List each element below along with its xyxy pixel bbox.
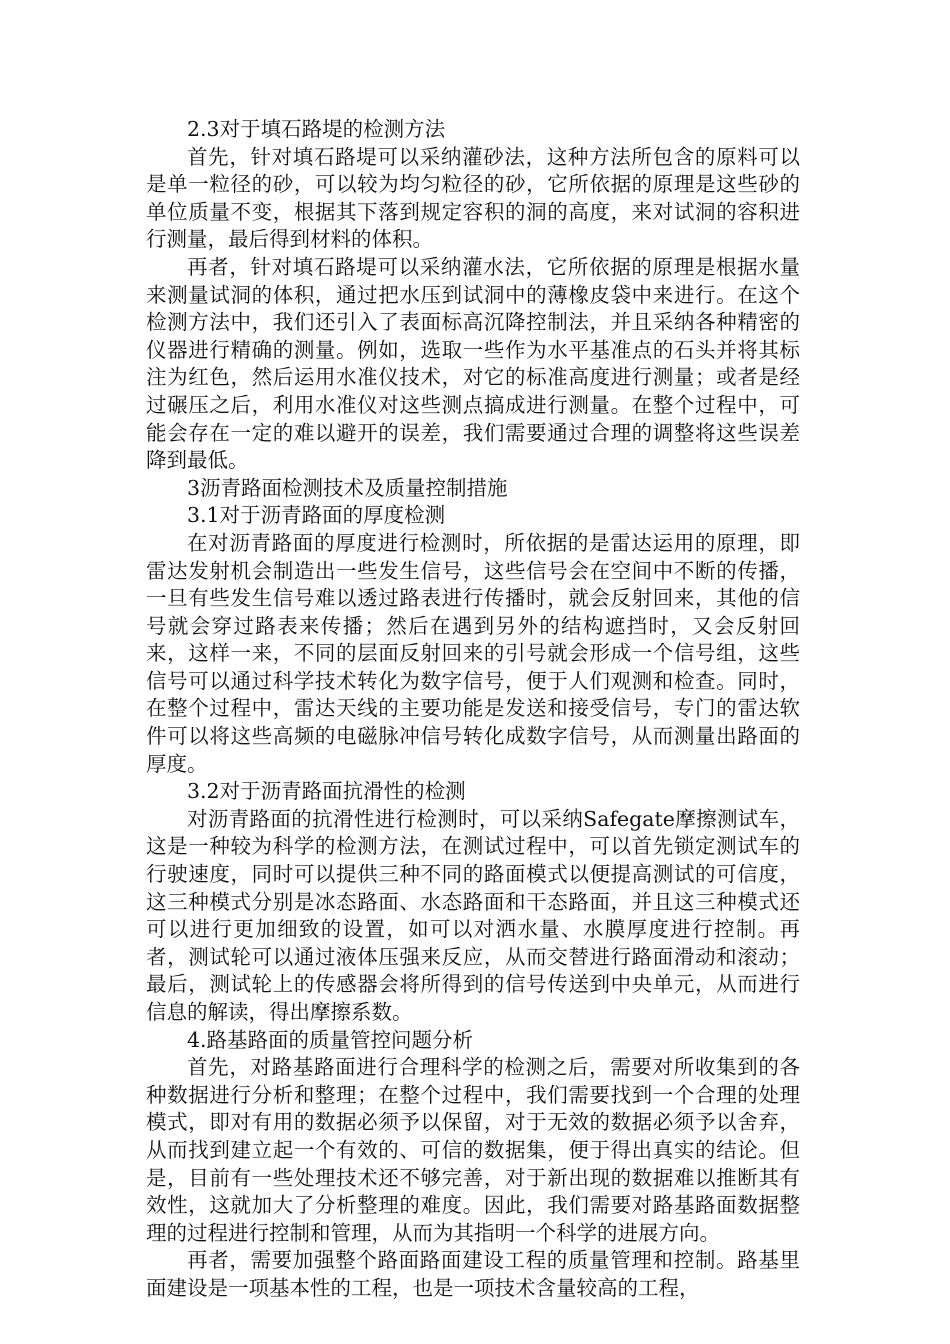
- paragraph-quality-management: 再者，需要加强整个路面路面建设工程的质量管理和控制。路基里面建设是一项基本性的工程，也是一项技术含量较高的工程，: [146, 1248, 800, 1300]
- paragraph-radar-thickness: 在对沥青路面的厚度进行检测时，所依据的是雷达运用的原理，即雷达发射机会制造出一些发生信号，这些信号会在空间中不断的传播，一旦有些发生信号难以透过路表进行传播时，就会反射回来，其他的信号就会穿过路表来传播；然后在遇到另外的结构遮挡时，又会反射回来，这样一来，不同的层面反射回来的引号就会形成一个信号组，这些信号可以通过科学技术转化为数字信号，便于人们观测和检查。同时，在整个过程中，雷达天线的主要功能是发送和接受信号，专门的雷达软件可以将这些高频的电磁脉冲信号转化成数字信号，从而测量出路面的厚度。: [146, 530, 800, 776]
- section-heading-2-3: 2.3对于填石路堤的检测方法: [187, 117, 446, 141]
- document-page: [146, 116, 800, 1303]
- section-heading-3: 3沥青路面检测技术及质量控制措施: [187, 475, 508, 500]
- paragraph-sand-filling-method: 首先，针对填石路堤可以采纳灌砂法，这种方法所包含的原料可以是单一粒径的砂，可以较为均匀粒径的砂，它所依据的原理是这些砂的单位质量不变，根据其下落到规定容积的洞的高度，来对试洞的容积进行测量，最后得到材料的体积。: [146, 144, 800, 252]
- paragraph-water-filling-method: 再者，针对填石路堤可以采纳灌水法，它所依据的原理是根据水量来测量试洞的体积，通过把水压到试洞中的薄橡皮袋中来进行。在这个检测方法中，我们还引入了表面标高沉降控制法，并且采纳各种精密的仪器进行精确的测量。例如，选取一些作为水平基准点的石头并将其标注为红色，然后运用水准仪技术，对它的标准高度进行测量；或者是经过碾压之后，利用水准仪对这些测点搞成进行测量。在整个过程中，可能会存在一定的难以避开的误差，我们需要通过合理的调整将这些误差降到最低。: [146, 254, 800, 473]
- paragraph-data-analysis: 首先，对路基路面进行合理科学的检测之后，需要对所收集到的各种数据进行分析和整理；在整个过程中，我们需要找到一个合理的处理模式，即对有用的数据必须予以保留，对于无效的数据必须予以舍弃，从而找到建立起一个有效的、可信的数据集，便于得出真实的结论。但是，目前有一些处理技术还不够完善，对于新出现的数据难以推断其有效性，这就加大了分析整理的难度。因此，我们需要对路基路面数据整理的过程进行控制和管理，从而为其指明一个科学的进展方向。: [146, 1055, 800, 1245]
- section-heading-3-2: 3.2对于沥青路面抗滑性的检测: [187, 779, 466, 804]
- section-heading-3-1: 3.1对于沥青路面的厚度检测: [187, 503, 446, 528]
- paragraph-skid-resistance: 对沥青路面的抗滑性进行检测时，可以采纳Safegate摩擦测试车，这是一种较为科学的检测方法，在测试过程中，可以首先锁定测试车的行驶速度，同时可以提供三种不同的路面模式以便提高测试的可信度，这三种模式分别是冰态路面、水态路面和干态路面，并且这三种模式还可以进行更加细致的设置，如可以对洒水量、水膜厚度进行控制。再者，测试轮可以通过液体压强来反应，从而交替进行路面滑动和滚动；最后，测试轮上的传感器会将所得到的信号传送到中央单元，从而进行信息的解读，得出摩擦系数。: [146, 806, 800, 1024]
- section-heading-4: 4.路基路面的质量管控问题分析: [187, 1027, 474, 1052]
